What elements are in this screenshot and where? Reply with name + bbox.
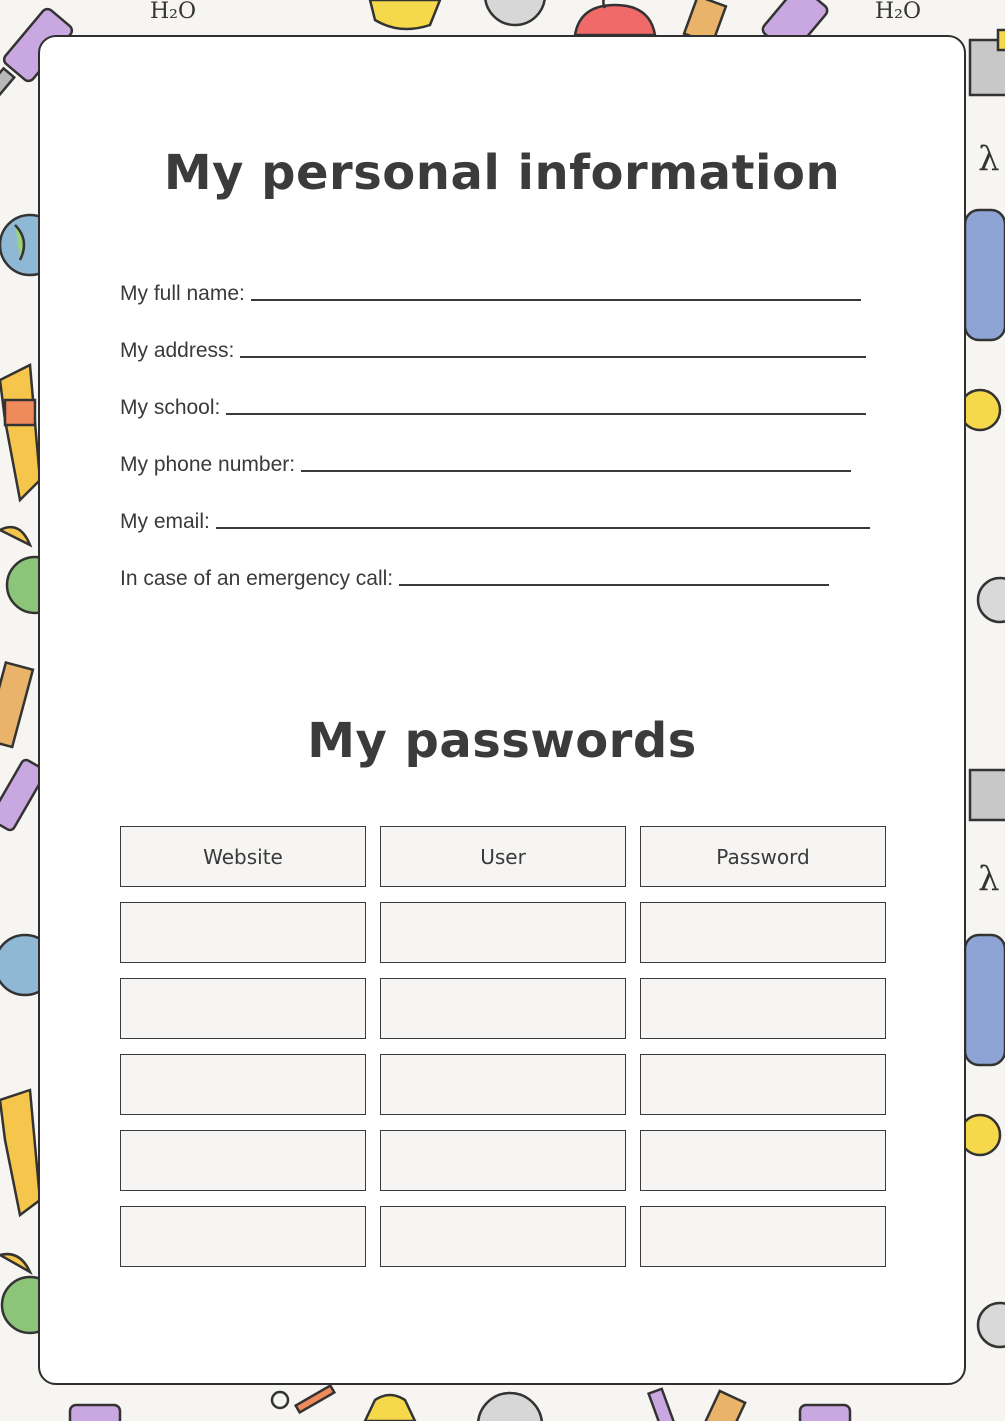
svg-text:λ: λ	[978, 139, 1000, 179]
address-line	[240, 355, 866, 358]
full-name-label: My full name:	[120, 282, 245, 305]
website-cell[interactable]	[120, 1206, 366, 1267]
full-name-line	[251, 298, 861, 301]
user-cell[interactable]	[380, 1130, 626, 1191]
svg-text:λ: λ	[978, 859, 1000, 899]
phone-number-field[interactable]	[120, 453, 851, 477]
magnifier-icon	[978, 578, 1005, 622]
user-cell[interactable]	[380, 902, 626, 963]
globe-icon	[485, 0, 545, 25]
email-field[interactable]	[120, 510, 870, 534]
h2o-formula-icon: H₂O	[150, 0, 197, 24]
worksheet-card	[38, 35, 966, 1385]
magnifier-icon	[978, 1303, 1005, 1347]
website-cell[interactable]	[120, 902, 366, 963]
website-cell[interactable]	[120, 1130, 366, 1191]
phone-number-label: My phone number:	[120, 453, 296, 476]
password-cell[interactable]	[640, 1206, 886, 1267]
passwords-title: My passwords	[307, 713, 697, 769]
apple-icon	[575, 0, 655, 35]
phone-number-line	[301, 469, 851, 472]
password-cell[interactable]	[640, 902, 886, 963]
sun-icon	[960, 1115, 1000, 1155]
address-label: My address:	[120, 339, 235, 362]
password-cell[interactable]	[640, 1054, 886, 1115]
glue-stick-icon	[970, 30, 1005, 95]
crayon-icon	[0, 1090, 40, 1215]
svg-text:H₂O: H₂O	[875, 0, 922, 24]
address-field[interactable]	[120, 339, 866, 363]
personal-info-title: My personal information	[163, 145, 841, 201]
header-user: User	[380, 826, 626, 887]
backpack-icon	[965, 210, 1005, 340]
emergency-call-label: In case of an emergency call:	[120, 567, 394, 590]
emergency-call-field[interactable]	[120, 567, 829, 591]
website-cell[interactable]	[120, 1054, 366, 1115]
email-label: My email:	[120, 510, 210, 533]
header-website: Website	[120, 826, 366, 887]
crayon-icon	[0, 365, 40, 500]
backpack-icon	[965, 935, 1005, 1065]
password-cell[interactable]	[640, 978, 886, 1039]
website-cell[interactable]	[120, 978, 366, 1039]
school-line	[226, 412, 866, 415]
school-field[interactable]	[120, 396, 866, 420]
school-label: My school:	[120, 396, 221, 419]
password-cell[interactable]	[640, 1130, 886, 1191]
user-cell[interactable]	[380, 1206, 626, 1267]
emergency-call-line	[399, 583, 829, 586]
user-cell[interactable]	[380, 1054, 626, 1115]
full-name-field[interactable]	[120, 282, 861, 306]
ruler-icon	[0, 662, 33, 747]
bell-icon	[370, 0, 440, 29]
sun-icon	[960, 390, 1000, 430]
email-line	[216, 526, 870, 529]
glue-stick-icon	[970, 770, 1005, 820]
bottom-doodles	[70, 1386, 850, 1421]
user-cell[interactable]	[380, 978, 626, 1039]
header-password: Password	[640, 826, 886, 887]
